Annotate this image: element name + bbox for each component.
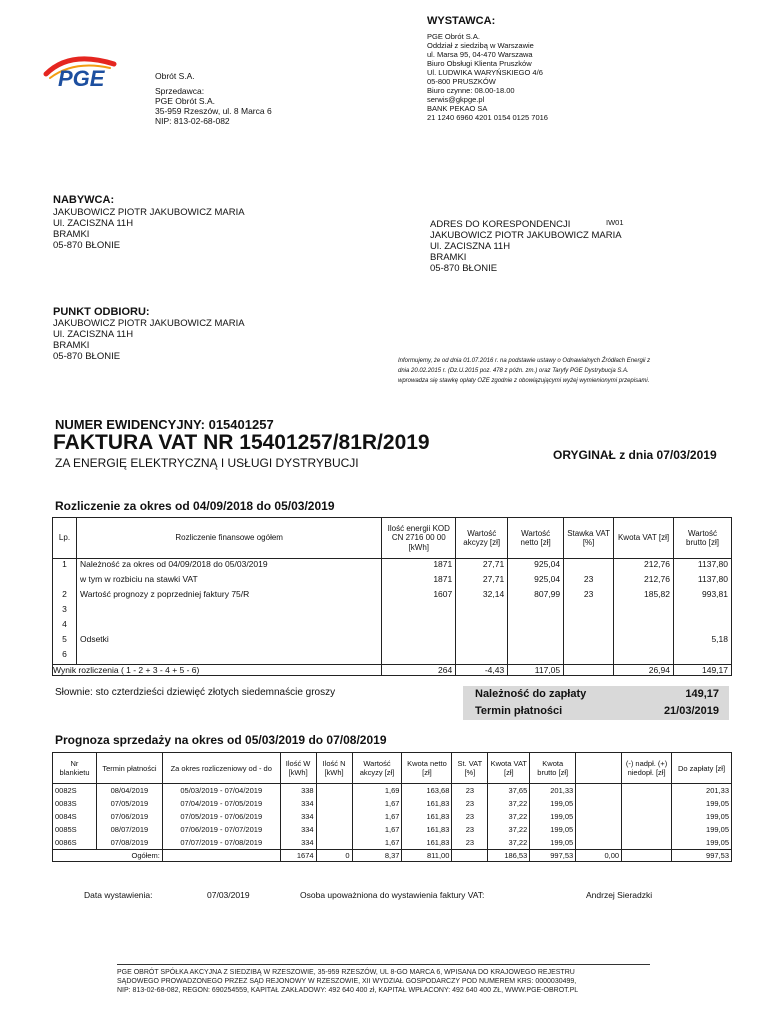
record-number: NUMER EWIDENCYJNY: 015401257 [55, 417, 274, 432]
table-row [53, 574, 732, 589]
table-header: Wartość netto [zł] [508, 518, 564, 559]
cell [382, 649, 456, 665]
seller-line: PGE Obrót S.A. [155, 96, 215, 106]
cell [622, 797, 672, 810]
table-header: Termin płatności [96, 753, 162, 784]
cell: 1,69 [352, 784, 402, 798]
cell: 161,83 [402, 810, 452, 823]
cell [76, 604, 381, 619]
pge-logo [40, 52, 120, 96]
authorized-person-label: Osoba upoważniona do wystawienia faktury VAT: [300, 890, 485, 900]
cell: 199,05 [530, 797, 576, 810]
cell [576, 797, 622, 810]
correspondence-block [430, 230, 622, 274]
pge-logo-text: PGE [58, 66, 105, 91]
seller-block [155, 71, 272, 126]
table-header: Ilość W [kWh] [280, 753, 316, 784]
cell [53, 574, 77, 589]
table-header: Rozliczenie finansowe ogółem [76, 518, 381, 559]
table-row [53, 559, 732, 575]
cell: 23 [452, 836, 488, 850]
issue-date: 07/03/2019 [207, 890, 250, 900]
issuer-line: ul. Marsa 95, 04-470 Warszawa [427, 50, 533, 59]
buyer-block [53, 207, 245, 251]
cell: 201,33 [672, 784, 732, 798]
table-row [53, 589, 732, 604]
cell [456, 604, 508, 619]
table-header: Do zapłaty [zł] [672, 753, 732, 784]
table-row [53, 619, 732, 634]
footer-line: SĄDOWEGO PROWADZONEGO PRZEZ SĄD REJONOWY W RZESZOWIE, XII WYDZIAŁ GOSPODARCZY POD NUMEREM KRS: 0000030499, [117, 978, 577, 985]
cell: 199,05 [672, 797, 732, 810]
invoice-subtitle: ZA ENERGIĘ ELEKTRYCZNĄ I USŁUGI DYSTRYBUCJI [55, 456, 359, 470]
cell: 199,05 [530, 836, 576, 850]
seller-line: Obrót S.A. [155, 71, 195, 81]
cell: 23 [452, 810, 488, 823]
cell [456, 649, 508, 665]
cell: 117,05 [508, 665, 564, 676]
cell: 07/06/2019 - 07/07/2019 [162, 823, 280, 836]
cell: 8,37 [352, 850, 402, 862]
table-header: Kwota VAT [zł] [488, 753, 530, 784]
table-row [53, 823, 732, 836]
table-header: Ilość N [kWh] [316, 753, 352, 784]
table-header: Kwota netto [zł] [402, 753, 452, 784]
cell [508, 634, 564, 649]
cell [614, 619, 674, 634]
amount-in-words: Słownie: sto czterdzieści dziewięć złotych siedemnaście groszy [55, 687, 336, 698]
cell: 07/06/2019 [96, 810, 162, 823]
cell [316, 797, 352, 810]
cell [614, 604, 674, 619]
cell: 5,18 [674, 634, 732, 649]
cell: 925,04 [508, 574, 564, 589]
footer-divider [117, 964, 650, 965]
correspondence-line: JAKUBOWICZ PIOTR JAKUBOWICZ MARIA [430, 230, 622, 241]
table-header: Nr blankietu [53, 753, 97, 784]
cell: 185,82 [614, 589, 674, 604]
payment-term-label: Termin płatności [475, 705, 563, 717]
cell: -4,43 [456, 665, 508, 676]
issuer-line: Ul. LUDWIKA WARYŃSKIEGO 4/6 [427, 68, 543, 77]
cell [576, 784, 622, 798]
cell: 6 [53, 649, 77, 665]
correspondence-title: ADRES DO KORESPONDENCJI [430, 219, 571, 230]
delivery-line: Ul. ZACISZNA 11H [53, 329, 134, 340]
cell: 5 [53, 634, 77, 649]
cell: 334 [280, 810, 316, 823]
cell: 3 [53, 604, 77, 619]
settlement-title: Rozliczenie za okres od 04/09/2018 do 05/03/2019 [55, 499, 335, 513]
table-header: (-) nadpł. (+) niedopł. [zł] [622, 753, 672, 784]
cell: 0 [316, 850, 352, 862]
cell: 27,71 [456, 574, 508, 589]
cell: 4 [53, 619, 77, 634]
seller-line: NIP: 813-02-68-082 [155, 116, 230, 126]
cell [452, 850, 488, 862]
cell [76, 649, 381, 665]
issuer-line: serwis@gkpge.pl [427, 95, 485, 104]
cell: 23 [564, 589, 614, 604]
cell: 07/04/2019 - 07/05/2019 [162, 797, 280, 810]
cell: 1137,80 [674, 559, 732, 575]
issuer-line: Biuro Obsługi Klienta Pruszków [427, 59, 532, 68]
cell: 993,81 [674, 589, 732, 604]
notice-line: dnia 20.02.2015 r. (Dz.U.2015 poz. 478 z późn. zm.) oraz Taryfy PGE Dystrybucja S.A. [398, 368, 629, 374]
cell [382, 634, 456, 649]
table-header: Stawka VAT [%] [564, 518, 614, 559]
cell: 334 [280, 836, 316, 850]
issuer-block [427, 32, 548, 122]
cell: 37,22 [488, 797, 530, 810]
cell: 161,83 [402, 836, 452, 850]
original-date: ORYGINAŁ z dnia 07/03/2019 [553, 448, 717, 462]
cell: 1607 [382, 589, 456, 604]
issue-date-label: Data wystawienia: [84, 890, 153, 900]
settlement-table [52, 517, 732, 676]
cell [622, 810, 672, 823]
cell: 997,53 [530, 850, 576, 862]
cell: 1,67 [352, 810, 402, 823]
cell: 27,71 [456, 559, 508, 575]
cell: 338 [280, 784, 316, 798]
cell: 199,05 [530, 823, 576, 836]
cell: 186,53 [488, 850, 530, 862]
cell: 199,05 [672, 836, 732, 850]
cell [564, 634, 614, 649]
cell [456, 619, 508, 634]
cell: 08/07/2019 [96, 823, 162, 836]
table-row [53, 797, 732, 810]
cell: 811,00 [402, 850, 452, 862]
delivery-line: JAKUBOWICZ PIOTR JAKUBOWICZ MARIA [53, 318, 245, 329]
table-row [53, 604, 732, 619]
cell [564, 619, 614, 634]
cell: 199,05 [530, 810, 576, 823]
cell [576, 810, 622, 823]
cell: 23 [452, 823, 488, 836]
delivery-line: 05-870 BŁONIE [53, 351, 121, 362]
cell: 334 [280, 797, 316, 810]
notice-line: wprowadza się stawkę opłaty OZE zgodnie z obowiązującymi wyżej wymienionymi przepisami. [398, 378, 650, 384]
cell: Ogółem: [53, 850, 163, 862]
cell: 1 [53, 559, 77, 575]
cell: 23 [452, 784, 488, 798]
table-header [576, 753, 622, 784]
correspondence-line: BRAMKI [430, 252, 467, 263]
cell: 1137,80 [674, 574, 732, 589]
cell [622, 836, 672, 850]
table-header: St. VAT [%] [452, 753, 488, 784]
cell [564, 649, 614, 665]
cell [508, 619, 564, 634]
delivery-title: PUNKT ODBIORU: [53, 306, 150, 318]
forecast-total-row [53, 850, 732, 862]
issuer-line: BANK PEKAO SA [427, 104, 488, 113]
cell [316, 810, 352, 823]
cell [316, 823, 352, 836]
cell: 212,76 [614, 574, 674, 589]
table-row [53, 836, 732, 850]
table-row [53, 649, 732, 665]
cell [614, 634, 674, 649]
table-header: Wartość brutto [zł] [674, 518, 732, 559]
payment-due-row [463, 686, 729, 703]
cell: 1871 [382, 559, 456, 575]
correspondence-code: IW01 [606, 218, 624, 227]
settlement-total-row [53, 665, 732, 676]
cell: 37,22 [488, 836, 530, 850]
table-header: Wartość akcyzy [zł] [456, 518, 508, 559]
cell [576, 823, 622, 836]
issuer-line: PGE Obrót S.A. [427, 32, 480, 41]
payment-term-value: 21/03/2019 [663, 705, 719, 717]
cell: 1871 [382, 574, 456, 589]
cell: 08/04/2019 [96, 784, 162, 798]
cell [674, 604, 732, 619]
cell: 0083S [53, 797, 97, 810]
cell: 264 [382, 665, 456, 676]
cell: 07/07/2019 - 07/08/2019 [162, 836, 280, 850]
delivery-line: BRAMKI [53, 340, 90, 351]
delivery-block [53, 318, 245, 362]
cell [508, 649, 564, 665]
seller-line: Sprzedawca: [155, 86, 205, 96]
table-header: Za okres rozliczeniowy od - do [162, 753, 280, 784]
cell: Odsetki [76, 634, 381, 649]
payment-term-row [463, 703, 729, 720]
cell: 0,00 [576, 850, 622, 862]
payment-box [463, 686, 729, 720]
cell [674, 619, 732, 634]
cell: 37,22 [488, 823, 530, 836]
cell: 334 [280, 823, 316, 836]
cell: 07/05/2019 - 07/06/2019 [162, 810, 280, 823]
cell: 163,68 [402, 784, 452, 798]
table-row [53, 634, 732, 649]
cell: 161,83 [402, 797, 452, 810]
issuer-line: 05-800 PRUSZKÓW [427, 77, 496, 86]
cell [76, 619, 381, 634]
cell [564, 604, 614, 619]
cell: 149,17 [674, 665, 732, 676]
cell: 997,53 [672, 850, 732, 862]
cell: w tym w rozbiciu na stawki VAT [76, 574, 381, 589]
payment-due-label: Należność do zapłaty [475, 688, 587, 700]
cell [162, 850, 280, 862]
footer-line: NIP: 813-02-68-082, REGON: 690254559, KAPITAŁ ZAKŁADOWY: 492 640 400 zł, KAPITAŁ WPŁACONY: 492 640 400 ZŁ, WWW.PGE-OBROT.PL [117, 987, 579, 994]
cell [614, 649, 674, 665]
table-header: Kwota brutto [zł] [530, 753, 576, 784]
authorized-person: Andrzej Sieradzki [586, 890, 653, 900]
cell: 32,14 [456, 589, 508, 604]
cell: 1,67 [352, 797, 402, 810]
buyer-line: Ul. ZACISZNA 11H [53, 218, 134, 229]
cell [564, 665, 614, 676]
table-header: Wartość akcyzy [zł] [352, 753, 402, 784]
forecast-title: Prognoza sprzedaży na okres od 05/03/2019 do 07/08/2019 [55, 733, 387, 747]
cell: 37,65 [488, 784, 530, 798]
oze-notice [398, 356, 650, 386]
cell: Należność za okres od 04/09/2018 do 05/03/2019 [76, 559, 381, 575]
cell: 05/03/2019 - 07/04/2019 [162, 784, 280, 798]
cell [456, 634, 508, 649]
cell [622, 784, 672, 798]
cell [564, 559, 614, 575]
cell: 925,04 [508, 559, 564, 575]
cell: 199,05 [672, 823, 732, 836]
cell: 0086S [53, 836, 97, 850]
buyer-line: 05-870 BŁONIE [53, 240, 121, 251]
forecast-table [52, 752, 732, 862]
cell: 201,33 [530, 784, 576, 798]
cell: 23 [452, 797, 488, 810]
cell [622, 823, 672, 836]
cell: Wartość prognozy z poprzedniej faktury 75/R [76, 589, 381, 604]
cell [508, 604, 564, 619]
cell [674, 649, 732, 665]
correspondence-line: 05-870 BŁONIE [430, 263, 498, 274]
table-header: Ilość energii KOD CN 2716 00 00 [kWh] [382, 518, 456, 559]
correspondence-line: Ul. ZACISZNA 11H [430, 241, 511, 252]
seller-line: 35-959 Rzeszów, ul. 8 Marca 6 [155, 106, 272, 116]
cell: 0082S [53, 784, 97, 798]
table-row [53, 784, 732, 798]
cell: 2 [53, 589, 77, 604]
cell [316, 836, 352, 850]
table-row [53, 810, 732, 823]
cell: 161,83 [402, 823, 452, 836]
cell [382, 619, 456, 634]
invoice-title: FAKTURA VAT NR 15401257/81R/2019 [53, 431, 430, 454]
buyer-title: NABYWCA: [53, 194, 115, 206]
cell: 807,99 [508, 589, 564, 604]
footer-line: PGE OBRÓT SPÓŁKA AKCYJNA Z SIEDZIBĄ W RZESZOWIE, 35-959 RZESZÓW, UL 8-GO MARCA 6, WPISANA DO KRAJOWEGO REJESTRU [117, 969, 575, 976]
cell: 07/05/2019 [96, 797, 162, 810]
cell [576, 836, 622, 850]
cell: 07/08/2019 [96, 836, 162, 850]
cell: Wynik rozliczenia ( 1 - 2 + 3 - 4 + 5 - 6) [53, 665, 382, 676]
cell: 0085S [53, 823, 97, 836]
buyer-line: JAKUBOWICZ PIOTR JAKUBOWICZ MARIA [53, 207, 245, 218]
table-header: Kwota VAT [zł] [614, 518, 674, 559]
cell: 0084S [53, 810, 97, 823]
footer [117, 968, 657, 995]
issuer-title: WYSTAWCA: [427, 15, 496, 27]
issuer-line: Oddział z siedzibą w Warszawie [427, 41, 534, 50]
cell: 1,67 [352, 836, 402, 850]
table-header: Lp. [53, 518, 77, 559]
issuer-line: Biuro czynne: 08.00-18.00 [427, 86, 515, 95]
issuer-line: 21 1240 6960 4201 0154 0125 7016 [427, 113, 548, 122]
buyer-line: BRAMKI [53, 229, 90, 240]
cell: 212,76 [614, 559, 674, 575]
cell: 26,94 [614, 665, 674, 676]
cell [316, 784, 352, 798]
cell [622, 850, 672, 862]
cell: 23 [564, 574, 614, 589]
cell: 1,67 [352, 823, 402, 836]
cell [382, 604, 456, 619]
cell: 37,22 [488, 810, 530, 823]
cell: 1674 [280, 850, 316, 862]
payment-due-value: 149,17 [685, 688, 719, 700]
notice-line: Informujemy, że od dnia 01.07.2016 r. na podstawie ustawy o Odnawialnych Źródłach Energii z [398, 358, 651, 364]
cell: 199,05 [672, 810, 732, 823]
